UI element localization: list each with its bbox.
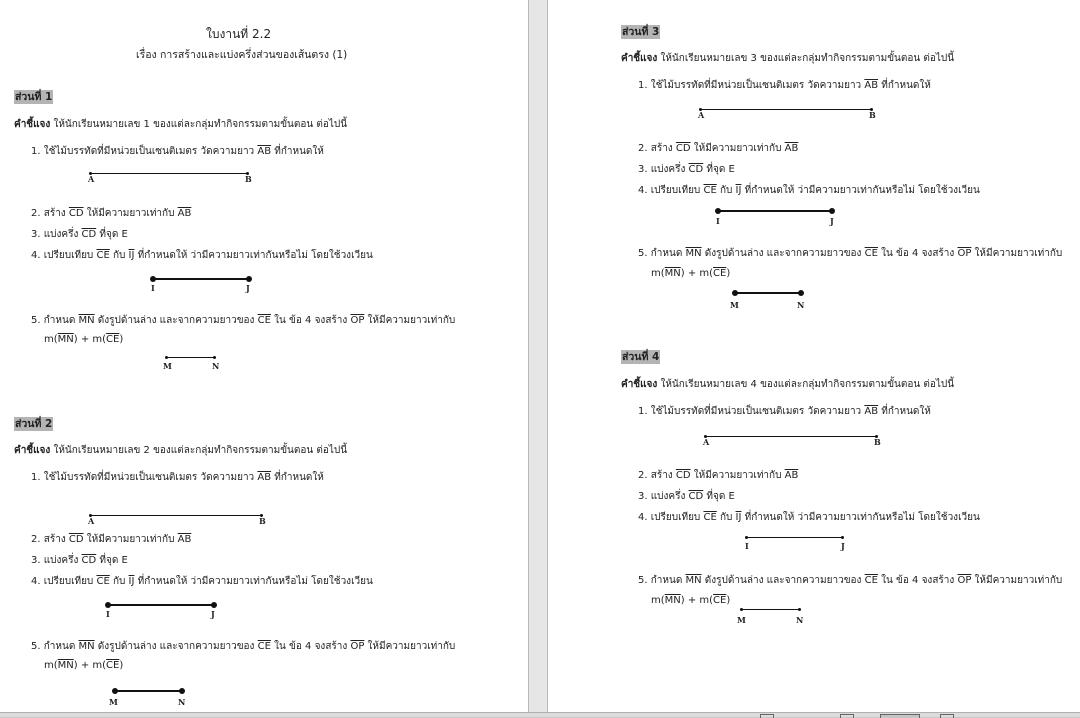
segment-symbol: $\overline{CD}$ <box>68 534 84 545</box>
focus-mode-icon[interactable] <box>760 714 774 718</box>
step-text: 3. แบ่งครึ่ง <box>31 555 82 566</box>
step-text: ที่จุด E <box>96 555 128 566</box>
step-1 <box>638 406 931 418</box>
segment-symbol: $\overline{CE}$ <box>96 576 110 587</box>
segment-symbol: $\overline{AB}$ <box>864 80 879 91</box>
step-4 <box>638 185 980 197</box>
step-5 <box>31 315 455 327</box>
label-b: B <box>259 516 266 526</box>
step-text: ที่จุด E <box>703 491 735 502</box>
step-text: ให้มีความยาวเท่ากับ <box>971 575 1063 586</box>
step-text: 2. สร้าง <box>31 208 69 219</box>
point-j <box>211 602 217 608</box>
label-j: J <box>246 283 250 293</box>
part-1-instruction <box>14 119 347 131</box>
segment-symbol: $\overline{MN}$ <box>685 575 702 586</box>
step-text: ที่กำหนดให้ <box>878 406 931 417</box>
segment-symbol: $\overline{CD}$ <box>688 164 704 175</box>
segment-symbol: $\overline{CE}$ <box>257 641 271 652</box>
worksheet-title: ใบงานที่ 2.2 <box>206 27 272 41</box>
formula-text: ) + m( <box>73 334 107 345</box>
label-j: J <box>830 216 834 226</box>
read-mode-icon[interactable] <box>840 714 854 718</box>
step-text: กับ <box>109 576 129 587</box>
step-text: 5. กำหนด <box>638 575 686 586</box>
step-text: 1. ใช้ไม้บรรทัดที่มีหน่วยเป็นเซนติเมตร วัดความยาว <box>31 472 258 483</box>
segment-symbol: $\overline{AB}$ <box>784 143 799 154</box>
label-m: M <box>737 615 746 625</box>
label-a: A <box>88 174 95 184</box>
label-n: N <box>212 361 220 371</box>
label-m: M <box>163 361 172 371</box>
formula-text: ) <box>119 334 124 345</box>
step-text: ดังรูปด้านล่าง และจากความยาวของ <box>94 315 258 326</box>
point-n <box>798 608 801 611</box>
step-text: 2. สร้าง <box>638 470 676 481</box>
step-3 <box>31 555 128 567</box>
step-2 <box>31 534 191 546</box>
label-i: I <box>106 609 110 619</box>
segment-symbol: $\overline{CE}$ <box>864 248 878 259</box>
segment-symbol: $\overline{MN}$ <box>57 334 74 345</box>
segment-ab <box>91 515 262 516</box>
web-layout-icon[interactable] <box>940 714 954 718</box>
instruction-text: ให้นักเรียนหมายเลข 3 ของแต่ละกลุ่มทำกิจกรรมตามขั้นตอน ต่อไปนี้ <box>657 53 955 64</box>
part-1-heading: ส่วนที่ 1 <box>15 91 53 103</box>
label-b: B <box>869 110 876 120</box>
step-text: ที่กำหนดให้ <box>271 472 324 483</box>
segment-symbol: $\overline{CE}$ <box>713 268 727 279</box>
segment-symbol: $\overline{AB}$ <box>177 534 192 545</box>
step-text: ให้มีความยาวเท่ากับ <box>690 143 785 154</box>
segment-symbol: $\overline{MN}$ <box>685 248 702 259</box>
point-j <box>246 276 252 282</box>
step-text: ให้มีความยาวเท่ากับ <box>364 641 456 652</box>
step-text: 1. ใช้ไม้บรรทัดที่มีหน่วยเป็นเซนติเมตร วัดความยาว <box>638 406 865 417</box>
instruction-label: คำชี้แจง <box>14 445 51 456</box>
step-text: กับ <box>716 185 736 196</box>
segment-symbol: $\overline{MN}$ <box>78 641 95 652</box>
step-text: ให้มีความยาวเท่ากับ <box>971 248 1063 259</box>
step-text: ดังรูปด้านล่าง และจากความยาวของ <box>701 575 865 586</box>
part-4-instruction <box>621 379 954 391</box>
point-j <box>841 536 844 539</box>
step-5 <box>31 641 455 653</box>
step-4 <box>31 250 373 262</box>
label-j: J <box>211 609 215 619</box>
instruction-text: ให้นักเรียนหมายเลข 1 ของแต่ละกลุ่มทำกิจกรรมตามขั้นตอน ต่อไปนี้ <box>50 119 348 130</box>
step-2 <box>638 470 798 482</box>
formula-text: ) <box>726 595 731 606</box>
step-2 <box>638 143 798 155</box>
step-text: 4. เปรียบเทียบ <box>31 576 97 587</box>
step-5 <box>638 575 1062 587</box>
step-text: ให้มีความยาวเท่ากับ <box>364 315 456 326</box>
step-4 <box>638 512 980 524</box>
label-m: M <box>730 300 739 310</box>
segment-symbol: $\overline{CE}$ <box>257 315 271 326</box>
step-text: ที่กำหนดให้ <box>878 80 931 91</box>
step-text: ที่กำหนดให้ ว่ามีความยาวเท่ากันหรือไม่ โดยใช้วงเวียน <box>134 250 373 261</box>
step-2 <box>31 208 191 220</box>
part-2-instruction <box>14 445 347 457</box>
step-text: ที่จุด E <box>703 164 735 175</box>
formula-text: m( <box>651 595 665 606</box>
segment-symbol: $\overline{MN}$ <box>57 660 74 671</box>
step-text: ใน ข้อ 4 จงสร้าง <box>877 248 958 259</box>
instruction-label: คำชี้แจง <box>621 379 658 390</box>
label-j: J <box>841 541 845 551</box>
step-text: ที่กำหนดให้ ว่ามีความยาวเท่ากันหรือไม่ โดยใช้วงเวียน <box>741 512 980 523</box>
step-text: ใน ข้อ 4 จงสร้าง <box>270 315 351 326</box>
step-text: 5. กำหนด <box>31 315 79 326</box>
step-text: 4. เปรียบเทียบ <box>31 250 97 261</box>
label-b: B <box>874 437 881 447</box>
step-5-formula <box>651 268 730 280</box>
segment-ab <box>91 173 248 174</box>
step-text: ให้มีความยาวเท่ากับ <box>83 534 178 545</box>
step-text: 1. ใช้ไม้บรรทัดที่มีหน่วยเป็นเซนติเมตร วัดความยาว <box>31 146 258 157</box>
segment-symbol: $\overline{OP}$ <box>350 641 365 652</box>
step-text: ให้มีความยาวเท่ากับ <box>83 208 178 219</box>
part-3-instruction <box>621 53 954 65</box>
label-n: N <box>797 300 805 310</box>
segment-symbol: $\overline{AB}$ <box>257 146 272 157</box>
label-i: I <box>151 283 155 293</box>
step-5-formula <box>44 334 123 346</box>
instruction-label: คำชี้แจง <box>621 53 658 64</box>
label-a: A <box>703 437 710 447</box>
label-m: M <box>109 697 118 707</box>
segment-symbol: $\overline{CE}$ <box>96 250 110 261</box>
instruction-text: ให้นักเรียนหมายเลข 2 ของแต่ละกลุ่มทำกิจกรรมตามขั้นตอน ต่อไปนี้ <box>50 445 348 456</box>
segment-ij <box>108 604 214 606</box>
segment-symbol: $\overline{CE}$ <box>106 660 120 671</box>
step-text: 5. กำหนด <box>638 248 686 259</box>
segment-symbol: $\overline{CE}$ <box>703 185 717 196</box>
step-text: 3. แบ่งครึ่ง <box>31 229 82 240</box>
segment-symbol: $\overline{OP}$ <box>957 575 972 586</box>
label-b: B <box>245 174 252 184</box>
step-text: ใน ข้อ 4 จงสร้าง <box>270 641 351 652</box>
point-m <box>112 688 118 694</box>
document-page-right <box>548 0 1080 712</box>
segment-symbol: $\overline{CD}$ <box>81 555 97 566</box>
step-text: ดังรูปด้านล่าง และจากความยาวของ <box>701 248 865 259</box>
point-m <box>732 290 738 296</box>
step-text: ที่กำหนดให้ <box>271 146 324 157</box>
segment-ij <box>747 537 843 538</box>
segment-mn <box>742 609 800 610</box>
segment-symbol: $\overline{IJ}$ <box>128 250 135 261</box>
point-i <box>745 536 748 539</box>
point-n <box>798 290 804 296</box>
segment-symbol: $\overline{CE}$ <box>864 575 878 586</box>
label-n: N <box>796 615 804 625</box>
segment-symbol: $\overline{AB}$ <box>784 470 799 481</box>
label-a: A <box>698 110 705 120</box>
step-text: 3. แบ่งครึ่ง <box>638 164 689 175</box>
step-text: ที่จุด E <box>96 229 128 240</box>
step-text: กับ <box>716 512 736 523</box>
step-5-formula <box>44 660 123 672</box>
segment-symbol: $\overline{CD}$ <box>675 143 691 154</box>
segment-symbol: $\overline{MN}$ <box>78 315 95 326</box>
label-i: I <box>745 541 749 551</box>
formula-text: m( <box>44 334 58 345</box>
segment-symbol: $\overline{CE}$ <box>106 334 120 345</box>
step-text: 1. ใช้ไม้บรรทัดที่มีหน่วยเป็นเซนติเมตร วัดความยาว <box>638 80 865 91</box>
point-m <box>165 356 168 359</box>
segment-symbol: $\overline{AB}$ <box>177 208 192 219</box>
step-5 <box>638 248 1062 260</box>
segment-mn <box>735 292 801 294</box>
segment-symbol: $\overline{MN}$ <box>664 268 681 279</box>
segment-mn <box>115 690 182 692</box>
step-5-formula <box>651 595 730 607</box>
formula-text: m( <box>651 268 665 279</box>
label-a: A <box>88 516 95 526</box>
step-text: ให้มีความยาวเท่ากับ <box>690 470 785 481</box>
step-text: 5. กำหนด <box>31 641 79 652</box>
step-1 <box>638 80 931 92</box>
point-m <box>740 608 743 611</box>
point-n <box>179 688 185 694</box>
label-n: N <box>178 697 186 707</box>
point-j <box>829 208 835 214</box>
part-4-heading: ส่วนที่ 4 <box>622 351 660 363</box>
document-page-left <box>0 0 528 712</box>
step-4 <box>31 576 373 588</box>
step-text: ดังรูปด้านล่าง และจากความยาวของ <box>94 641 258 652</box>
segment-symbol: $\overline{CD}$ <box>68 208 84 219</box>
segment-symbol: $\overline{IJ}$ <box>735 512 742 523</box>
point-i <box>150 276 156 282</box>
worksheet-subtitle: เรื่อง การสร้างและแบ่งครึ่งส่วนของเส้นตรง (1) <box>136 49 348 61</box>
step-text: 4. เปรียบเทียบ <box>638 512 704 523</box>
formula-text: m( <box>44 660 58 671</box>
step-text: 3. แบ่งครึ่ง <box>638 491 689 502</box>
point-i <box>715 208 721 214</box>
segment-mn <box>167 357 215 358</box>
segment-symbol: $\overline{AB}$ <box>257 472 272 483</box>
print-layout-icon[interactable] <box>880 714 920 718</box>
step-text: ที่กำหนดให้ ว่ามีความยาวเท่ากันหรือไม่ โดยใช้วงเวียน <box>741 185 980 196</box>
segment-ab <box>706 436 877 437</box>
segment-symbol: $\overline{CD}$ <box>81 229 97 240</box>
segment-symbol: $\overline{OP}$ <box>957 248 972 259</box>
step-3 <box>638 164 735 176</box>
segment-symbol: $\overline{IJ}$ <box>128 576 135 587</box>
segment-ij <box>153 278 249 280</box>
segment-ab <box>701 109 872 110</box>
step-text: กับ <box>109 250 129 261</box>
step-3 <box>31 229 128 241</box>
segment-symbol: $\overline{CE}$ <box>713 595 727 606</box>
label-i: I <box>716 216 720 226</box>
formula-text: ) + m( <box>73 660 107 671</box>
segment-symbol: $\overline{IJ}$ <box>735 185 742 196</box>
point-i <box>105 602 111 608</box>
segment-symbol: $\overline{CD}$ <box>675 470 691 481</box>
step-3 <box>638 491 735 503</box>
segment-symbol: $\overline{CE}$ <box>703 512 717 523</box>
step-1 <box>31 146 324 158</box>
point-n <box>213 356 216 359</box>
segment-symbol: $\overline{CD}$ <box>688 491 704 502</box>
segment-symbol: $\overline{MN}$ <box>664 595 681 606</box>
step-text: ที่กำหนดให้ ว่ามีความยาวเท่ากันหรือไม่ โดยใช้วงเวียน <box>134 576 373 587</box>
formula-text: ) <box>726 268 731 279</box>
step-1 <box>31 472 324 484</box>
step-text: ใน ข้อ 4 จงสร้าง <box>877 575 958 586</box>
formula-text: ) + m( <box>680 595 714 606</box>
segment-symbol: $\overline{AB}$ <box>864 406 879 417</box>
step-text: 2. สร้าง <box>638 143 676 154</box>
formula-text: ) + m( <box>680 268 714 279</box>
part-3-heading: ส่วนที่ 3 <box>622 26 660 38</box>
step-text: 2. สร้าง <box>31 534 69 545</box>
page-gutter <box>528 0 548 712</box>
instruction-label: คำชี้แจง <box>14 119 51 130</box>
segment-symbol: $\overline{OP}$ <box>350 315 365 326</box>
step-text: 4. เปรียบเทียบ <box>638 185 704 196</box>
status-bar <box>0 712 1080 717</box>
part-2-heading: ส่วนที่ 2 <box>15 418 53 430</box>
formula-text: ) <box>119 660 124 671</box>
segment-ij <box>718 210 832 212</box>
instruction-text: ให้นักเรียนหมายเลข 4 ของแต่ละกลุ่มทำกิจกรรมตามขั้นตอน ต่อไปนี้ <box>657 379 955 390</box>
